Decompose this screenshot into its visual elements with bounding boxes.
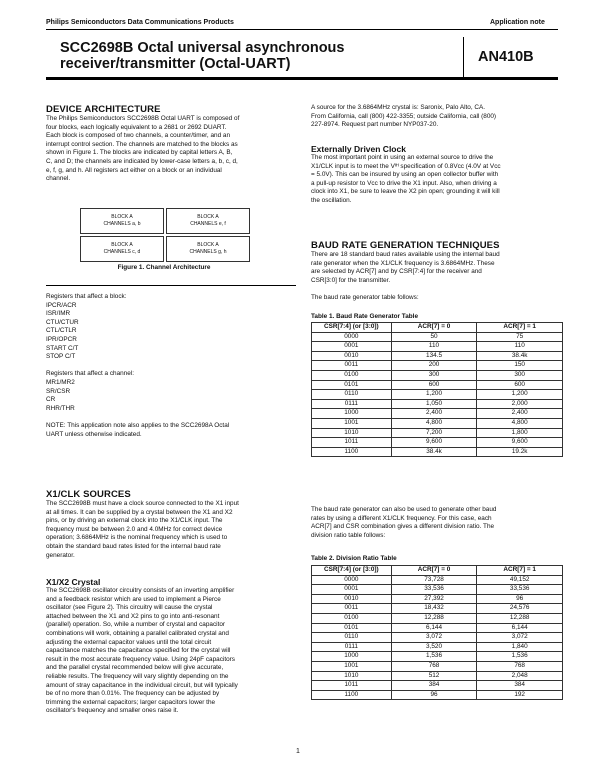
- arch-paragraph: [46, 115, 296, 184]
- table-row: [312, 594, 563, 604]
- baud-section: [311, 240, 563, 303]
- text-line: shown in Figure 1. The blocks are indicated by capital letters A, B,: [46, 149, 233, 157]
- table-cell: 2,400: [477, 409, 563, 419]
- table-row: [312, 681, 563, 691]
- text-line: and the parallel crystal recommended below will give accurate,: [46, 664, 224, 672]
- note-line: UART unless otherwise indicated.: [46, 430, 142, 438]
- table-row: [312, 633, 563, 643]
- table-cell: 1,536: [391, 652, 477, 662]
- text-line: adjusting the external capacitor values until the total circuit: [46, 638, 212, 646]
- text-line: A source for the 3.6864MHz crystal is: Saronix, Palo Alto, CA.: [311, 104, 486, 111]
- text-line: The SCC2698B must have a clock source connected to the X1 input: [46, 500, 239, 507]
- left-column-lists: [46, 293, 296, 439]
- table-cell: 0111: [312, 642, 392, 652]
- table-row: [312, 613, 563, 623]
- section-heading-baud: BAUD RATE GENERATION TECHNIQUES: [311, 240, 500, 251]
- table-cell: 2,400: [391, 409, 477, 419]
- block-label: BLOCK A: [111, 242, 133, 248]
- table-cell: 1011: [312, 438, 392, 448]
- table-cell: 1010: [312, 428, 392, 438]
- channel-label: CHANNELS a, b: [103, 221, 141, 227]
- table-cell: 75: [477, 332, 563, 342]
- register-item: CTU/CTUR: [46, 318, 79, 326]
- table-cell: 0001: [312, 342, 392, 352]
- table-cell: 38.4k: [477, 351, 563, 361]
- table-cell: 1001: [312, 661, 392, 671]
- table-row: [312, 575, 563, 585]
- table-cell: 96: [391, 690, 477, 700]
- division-paragraph: [311, 506, 563, 540]
- table-row: [312, 418, 563, 428]
- table-cell: 1,800: [477, 428, 563, 438]
- table-cell: 4,800: [391, 418, 477, 428]
- text-line: The Philips Semiconductors SCC2698B Octal UART is composed of: [46, 115, 240, 122]
- table-row: [312, 604, 563, 614]
- text-line: The SCC2698B oscillator circuitry consists of an inverting amplifier: [46, 587, 235, 594]
- table-row: [312, 361, 563, 371]
- table-cell: 6,144: [391, 623, 477, 633]
- table-cell: 73,728: [391, 575, 477, 585]
- baud-rate-table: [311, 322, 563, 457]
- table-cell: 0001: [312, 585, 392, 595]
- text-line: channel.: [46, 175, 71, 183]
- header-doc-type: Application note: [490, 19, 545, 26]
- table-cell: 300: [477, 370, 563, 380]
- figure-rule: [46, 285, 296, 286]
- table-cell: 6,144: [477, 623, 563, 633]
- table-cell: 110: [477, 342, 563, 352]
- table-row: [312, 623, 563, 633]
- column-header: ACR[7] = 1: [477, 566, 563, 576]
- table-cell: 7,200: [391, 428, 477, 438]
- table-cell: 110: [391, 342, 477, 352]
- column-header: CSR[7:4] (or [3:0]): [312, 323, 392, 333]
- table-row: [312, 342, 563, 352]
- block-label: BLOCK A: [111, 214, 133, 220]
- table-cell: 192: [477, 690, 563, 700]
- table-cell: 1100: [312, 447, 392, 457]
- table-cell: 512: [391, 671, 477, 681]
- text-line: attached between the X1 and X2 pins to go into anti-resonant: [46, 612, 220, 620]
- text-line: clock into X1, be sure to leave the X2 pin open; grounding it will kill: [311, 188, 500, 196]
- table-cell: 1010: [312, 671, 392, 681]
- text-line: be of no more than 0.01%. The frequency can be adjusted by: [46, 690, 220, 698]
- table-row: [312, 661, 563, 671]
- text-line: amount of stray capacitance in the individual circuit, but will typically: [46, 681, 238, 689]
- table-cell: 300: [391, 370, 477, 380]
- block-label: BLOCK A: [197, 214, 219, 220]
- table-cell: 1100: [312, 690, 392, 700]
- table-cell: 0011: [312, 361, 392, 371]
- text-line: 227-8974. Request part number NYP037-20.: [311, 121, 439, 129]
- table-cell: 3,072: [477, 633, 563, 643]
- table-cell: 600: [391, 380, 477, 390]
- table-cell: 1011: [312, 681, 392, 691]
- table-cell: 0010: [312, 594, 392, 604]
- table-cell: 0101: [312, 380, 392, 390]
- document-number: AN410B: [478, 49, 534, 65]
- figure-1: [46, 203, 296, 275]
- table-row: [312, 399, 563, 409]
- text-line: (parallel) operation. So, while a number of crystal and capacitor: [46, 621, 226, 629]
- table-cell: 33,536: [391, 585, 477, 595]
- register-item: CTL/CTLR: [46, 327, 77, 335]
- text-line: and a feedback resistor which are used to implement a Pierce: [46, 595, 221, 603]
- channel-label: CHANNELS e, f: [190, 221, 226, 227]
- register-item: MR1/MR2: [46, 378, 75, 386]
- text-line: at all times. It can be supplied by a crystal between the X1 and X2: [46, 508, 233, 516]
- x1clk-section: [46, 489, 296, 560]
- table-cell: 768: [391, 661, 477, 671]
- title-line-2: receiver/transmitter (Octal-UART): [60, 56, 291, 72]
- table-cell: 18,432: [391, 604, 477, 614]
- register-item: START C/T: [46, 344, 79, 352]
- register-item: SR/CSR: [46, 387, 71, 395]
- table-row: [312, 585, 563, 595]
- table-row: [312, 332, 563, 342]
- text-line: reliable results. The frequency will vary slightly depending on the: [46, 672, 229, 680]
- table-cell: 384: [477, 681, 563, 691]
- table-cell: 150: [477, 361, 563, 371]
- text-line: oscillator's frequency and smaller ones raise it.: [46, 707, 179, 715]
- section-heading-architecture: DEVICE ARCHITECTURE: [46, 104, 161, 115]
- text-line: frequency must be between 2.0 and 4.0MHz for correct device: [46, 525, 223, 533]
- table-cell: 3,072: [391, 633, 477, 643]
- channel-label: CHANNELS g, h: [189, 249, 227, 255]
- text-line: = 5.0V). This can be insured by using an open collector buffer with: [311, 171, 499, 179]
- register-item: RHR/THR: [46, 404, 75, 412]
- block-label: BLOCK A: [197, 242, 219, 248]
- text-line: trimming the external capacitors; larger capacitors lower the: [46, 698, 216, 706]
- table-cell: 0100: [312, 613, 392, 623]
- text-line: generator.: [46, 551, 75, 559]
- section-heading-x1x2: X1/X2 Crystal: [46, 577, 101, 587]
- table-cell: 50: [391, 332, 477, 342]
- table-cell: 33,536: [477, 585, 563, 595]
- table-row: [312, 380, 563, 390]
- table-cell: 0101: [312, 623, 392, 633]
- column-header: ACR[7] = 0: [391, 323, 477, 333]
- table-cell: 2,048: [477, 671, 563, 681]
- table-cell: 600: [477, 380, 563, 390]
- block-box: [166, 236, 250, 262]
- channel-label: CHANNELS c, d: [103, 249, 141, 255]
- title-rule: [46, 77, 558, 80]
- text-line: Each block is composed of two channels, a counter/timer, and an: [46, 132, 231, 140]
- table-cell: 0000: [312, 575, 392, 585]
- table-row: [312, 690, 563, 700]
- table-cell: 12,288: [391, 613, 477, 623]
- table-row: [312, 351, 563, 361]
- left-column: [46, 104, 296, 184]
- block-registers-title: Registers that affect a block:: [46, 293, 127, 300]
- text-line: operation; 3.6864MHz is the nominal frequency which is used to: [46, 534, 228, 542]
- table-cell: 200: [391, 361, 477, 371]
- right-column: [311, 104, 563, 130]
- title-divider: [463, 37, 464, 77]
- text-line: rate generator when the X1/CLK frequency is 3.6864MHz. These: [311, 259, 495, 267]
- table-cell: 1000: [312, 409, 392, 419]
- table-cell: 1,840: [477, 642, 563, 652]
- column-header: ACR[7] = 1: [477, 323, 563, 333]
- external-clock-section: [311, 144, 563, 206]
- block-box: [80, 236, 164, 262]
- register-item: IPR/OPCR: [46, 335, 77, 343]
- section-heading-external-clock: Externally Driven Clock: [311, 144, 406, 154]
- table-cell: 1,200: [477, 390, 563, 400]
- table-cell: 4,800: [477, 418, 563, 428]
- table-cell: 1000: [312, 652, 392, 662]
- table-row: [312, 409, 563, 419]
- text-line: a pull-up resistor to Vᴄᴄ to drive the X1 input. Also, when driving a: [311, 179, 497, 187]
- text-line: CSR[3:0] for the transmitter.: [311, 276, 391, 284]
- table-intro: The baud rate generator table follows:: [311, 293, 419, 301]
- register-item: IPCR/ACR: [46, 301, 77, 309]
- table-cell: 0010: [312, 351, 392, 361]
- text-line: ACR[7] and CSR combination gives a different division ratio. The: [311, 523, 495, 531]
- register-item: ISR/IMR: [46, 310, 71, 318]
- table-row: [312, 447, 563, 457]
- text-line: rates by using a different X1/CLK frequency. For this case, each: [311, 514, 492, 522]
- table-cell: 1,050: [391, 399, 477, 409]
- table-cell: 0110: [312, 390, 392, 400]
- register-item: STOP C/T: [46, 353, 76, 361]
- text-line: oscillator (see Figure 2). This circuitry will cause the crystal: [46, 604, 213, 612]
- text-line: e, f, g, and h. All registers act either on a block or an individual: [46, 166, 222, 174]
- table-cell: 0011: [312, 604, 392, 614]
- column-header: ACR[7] = 0: [391, 566, 477, 576]
- text-line: are selected by ACR[7] and by CSR[7:4] for the receiver and: [311, 268, 482, 276]
- section-heading-x1clk: X1/CLK SOURCES: [46, 489, 131, 500]
- table-cell: 38.4k: [391, 447, 477, 457]
- table-cell: 9,600: [477, 438, 563, 448]
- table-cell: 96: [477, 594, 563, 604]
- table-cell: 1,200: [391, 390, 477, 400]
- table-cell: 384: [391, 681, 477, 691]
- table-row: [312, 652, 563, 662]
- text-line: division ratio table follows:: [311, 531, 386, 539]
- note-line: NOTE: This application note also applies to the SCC2698A Octal: [46, 421, 230, 429]
- table-cell: 134.5: [391, 351, 477, 361]
- table-row: [312, 370, 563, 380]
- text-line: There are 18 standard baud rates available using the internal baud: [311, 251, 500, 258]
- text-line: From California, call (800) 422-3355; outside California, call (800): [311, 112, 497, 120]
- text-line: The most important point in using an external source to drive the: [311, 154, 494, 161]
- block-box: [80, 208, 164, 234]
- table-cell: 9,600: [391, 438, 477, 448]
- table-cell: 49,152: [477, 575, 563, 585]
- table-row: [312, 390, 563, 400]
- channel-registers-title: Registers that affect a channel:: [46, 370, 134, 378]
- text-line: capacitance matches the capacitance specified for the crystal will: [46, 647, 231, 655]
- table-cell: 0100: [312, 370, 392, 380]
- text-line: C, and D; the channels are indicated by lower-case letters a, b, c, d,: [46, 157, 238, 165]
- table-cell: 1001: [312, 418, 392, 428]
- x1x2-section: [46, 577, 296, 716]
- table-row: [312, 438, 563, 448]
- text-line: combinations will work, obtaining a parallel calibrated crystal and: [46, 629, 229, 637]
- table-row: [312, 428, 563, 438]
- table-cell: 0110: [312, 633, 392, 643]
- table-cell: 24,576: [477, 604, 563, 614]
- table1-caption: Table 1. Baud Rate Generator Table: [311, 313, 419, 320]
- register-item: CR: [46, 396, 56, 404]
- figure-caption: Figure 1. Channel Architecture: [117, 264, 211, 271]
- text-line: pins, or by driving an external clock into the X1/CLK input. The: [46, 517, 223, 525]
- table-cell: 12,288: [477, 613, 563, 623]
- table-cell: 0000: [312, 332, 392, 342]
- text-line: The baud rate generator can also be used to generate other baud: [311, 506, 497, 513]
- text-line: four blocks, each logically equivalent to a 2681 or 2692 DUART.: [46, 123, 227, 131]
- title-line-1: SCC2698B Octal universal asynchronous: [60, 40, 345, 56]
- table-cell: 2,000: [477, 399, 563, 409]
- table2-caption: Table 2. Division Ratio Table: [311, 555, 397, 562]
- text-line: interrupt control section. The channels are matched to the blocks as: [46, 140, 238, 148]
- division-ratio-table: [311, 565, 563, 700]
- table-cell: 1,536: [477, 652, 563, 662]
- table-cell: 3,520: [391, 642, 477, 652]
- page-title: [60, 40, 460, 72]
- text-line: X1/CLK input is to meet the Vᴵᴴ specification of 0.8Vᴄᴄ (4.0V at Vᴄᴄ: [311, 162, 501, 170]
- column-header: CSR[7:4] (or [3:0]): [312, 566, 392, 576]
- block-box: [166, 208, 250, 234]
- text-line: result in the most accurate frequency value. Using 24pF capacitors: [46, 655, 235, 663]
- table-row: [312, 642, 563, 652]
- table-cell: 0111: [312, 399, 392, 409]
- header-rule: [46, 29, 558, 30]
- text-line: the oscillation.: [311, 196, 352, 204]
- page-number: 1: [296, 748, 300, 755]
- table-cell: 19.2k: [477, 447, 563, 457]
- table-cell: 768: [477, 661, 563, 671]
- text-line: obtain the standard baud rates listed for the internal baud rate: [46, 542, 221, 550]
- header-company: Philips Semiconductors Data Communications Products: [46, 19, 234, 26]
- table-cell: 27,392: [391, 594, 477, 604]
- table-row: [312, 671, 563, 681]
